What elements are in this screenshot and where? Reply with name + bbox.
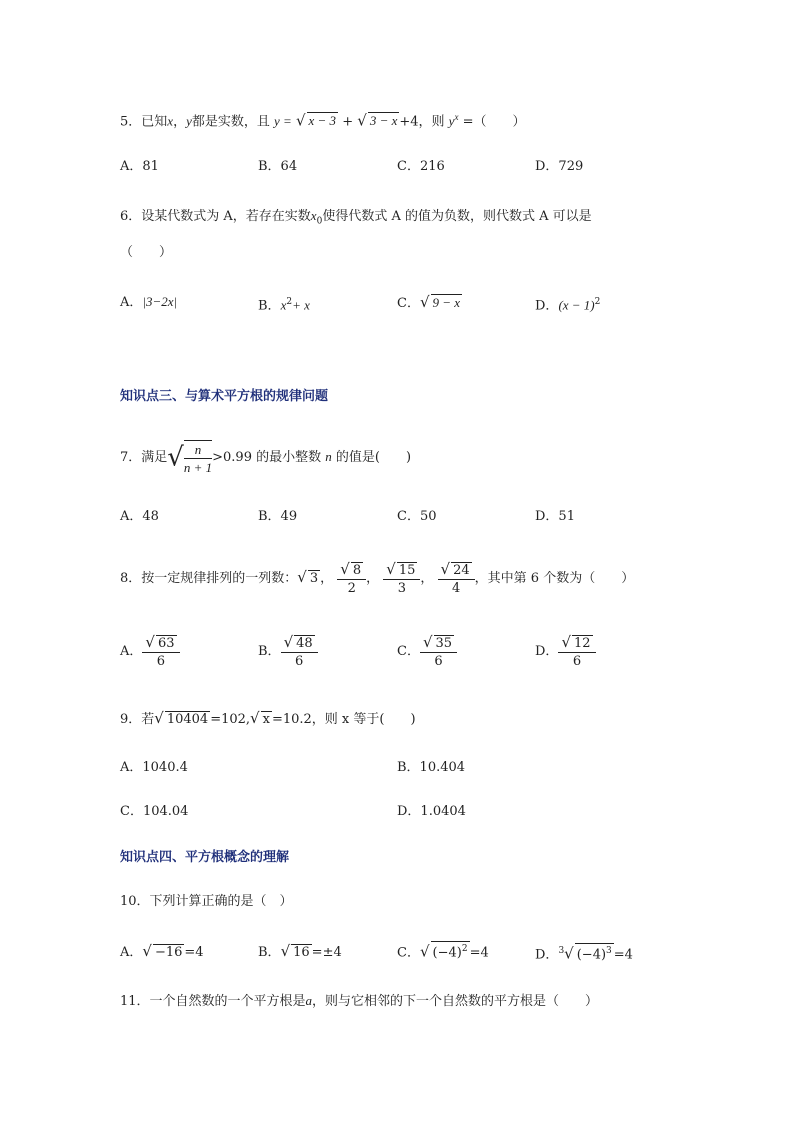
q6-option-b — [258, 292, 310, 316]
sqrt-icon: √ — [142, 942, 152, 960]
q8-term-2-num: 8 — [352, 562, 362, 578]
q6-option-a — [120, 292, 177, 313]
sqrt-icon: √ — [440, 559, 451, 578]
q6-option-d — [535, 292, 600, 316]
q8-opt-a-den: 6 — [156, 653, 166, 669]
q5-option-a: A．81 — [120, 159, 159, 174]
q10-opt-c-label: C． — [397, 945, 420, 961]
q9-option-c: C．104.04 — [120, 804, 189, 819]
q8-prefix: 8．按一定规律排列的一列数： — [120, 571, 298, 586]
q10-option-b — [258, 941, 342, 963]
q8-opt-d-num: 12 — [574, 635, 591, 651]
q5-radicand-1: x − 3 — [308, 113, 337, 129]
sqrt-icon: √ — [280, 942, 291, 960]
q8-option-a — [120, 632, 180, 672]
q8-opt-b-num: 48 — [296, 635, 313, 651]
q8-term-3 — [383, 561, 420, 597]
q10-opt-d-index: 3 — [558, 946, 565, 956]
q6-option-c — [397, 292, 462, 314]
q5-var-x: x — [167, 113, 174, 129]
q8-term-4-den: 4 — [451, 580, 461, 596]
q8-term-3-den: 3 — [397, 580, 406, 596]
q10-opt-b-radicand: 16 — [293, 945, 310, 960]
q10-opt-d-radicand: (−4) — [576, 947, 607, 963]
sqrt-icon: √ — [283, 632, 294, 651]
q6-opt-b-tail: + x — [292, 297, 310, 313]
q10-opt-d-label: D． — [535, 947, 559, 963]
q10-opt-d-tail: =4 — [613, 947, 633, 963]
q10-opt-c-tail: =4 — [469, 945, 489, 961]
q5-var-y: y — [186, 113, 192, 129]
q8-opt-a-num: 63 — [157, 635, 175, 651]
q7-numerator: n — [184, 441, 212, 459]
q10-option-d — [535, 941, 633, 965]
q7-denominator: n + 1 — [183, 459, 213, 475]
q7-option-a: A．48 — [120, 509, 159, 524]
sqrt-icon: √ — [145, 632, 155, 651]
question-10: 10．下列计算正确的是（ ） — [120, 894, 293, 909]
sqrt-icon: √ — [386, 559, 396, 578]
q6-opt-b-exp: 2 — [286, 297, 293, 307]
q9-mid: =102, — [210, 712, 251, 727]
q8-opt-c-den: 6 — [434, 653, 443, 669]
q8-term-3-num: 15 — [398, 562, 416, 578]
question-11 — [120, 991, 598, 1012]
q5-sep: ， — [173, 114, 187, 130]
q8-option-b — [258, 632, 318, 672]
q7-option-b: B．49 — [258, 509, 298, 524]
q10-opt-a-radicand: −16 — [154, 945, 183, 960]
q8-opt-c-label: C． — [397, 644, 420, 659]
q10-opt-b-label: B． — [258, 945, 281, 960]
q10-opt-a-tail: =4 — [184, 945, 204, 960]
q8-term-2 — [337, 561, 366, 597]
sqrt-icon: √ — [561, 632, 571, 651]
q8-term-4-num: 24 — [453, 562, 470, 578]
q7-prefix: 7．满足 — [120, 450, 168, 465]
question-6 — [120, 206, 592, 232]
sqrt-icon: √ — [422, 632, 433, 651]
question-9 — [120, 708, 416, 730]
q6-opt-d-expr: (x − 1) — [558, 297, 595, 313]
q8-opt-d-den: 6 — [572, 653, 582, 669]
q8-end: ，其中第 6 个数为（ ） — [474, 571, 635, 586]
q9-radicand-1: 10404 — [166, 712, 209, 727]
q6-opt-b-base: x — [280, 297, 287, 313]
sqrt-icon: √ — [295, 111, 306, 130]
q5-option-b: B．64 — [258, 159, 298, 174]
q5-yx-exp: x — [454, 112, 459, 122]
q7-n: n — [325, 449, 332, 464]
q9-option-b: B．10.404 — [397, 760, 466, 775]
q7-mid: >0.99 的最小整数 — [212, 450, 322, 465]
q10-option-a — [120, 941, 204, 963]
q11-end: ，则与它相邻的下一个自然数的平方根是（ ） — [312, 994, 599, 1009]
q6-opt-d-exp: 2 — [594, 297, 601, 307]
q6-x0-sub: 0 — [316, 216, 323, 227]
q8-opt-b-label: B． — [258, 644, 281, 659]
q8-opt-d-label: D． — [535, 644, 559, 659]
q7-option-c: C．50 — [397, 509, 437, 524]
question-5 — [120, 107, 526, 132]
q8-term-2-den: 2 — [347, 580, 356, 596]
q6-opt-b-label: B． — [258, 298, 281, 314]
q6-text-b: 使得代数式 A 的值为负数，则代数式 A 可以是 — [322, 209, 592, 224]
section-heading-3: 知识点三、与算术平方根的规律问题 — [120, 389, 329, 404]
cube-root-icon: √ — [564, 944, 574, 963]
sqrt-icon: √ — [340, 559, 350, 578]
q10-opt-b-tail: =±4 — [311, 945, 342, 960]
q6-opt-c-radicand: 9 − x — [432, 295, 461, 310]
sqrt-icon: √ — [357, 111, 367, 130]
q8-option-c — [397, 632, 457, 672]
q5-option-d: D．729 — [535, 159, 584, 174]
q11-text: 11．一个自然数的一个平方根是 — [120, 994, 306, 1009]
q10-option-c — [397, 941, 489, 963]
q5-text: 都是实数，且 — [191, 114, 270, 130]
sqrt-icon: √ — [297, 568, 307, 586]
q5-eq-lhs: y = — [274, 113, 292, 129]
sqrt-icon: √ — [419, 942, 430, 961]
question-7 — [120, 437, 411, 478]
q8-opt-c-num: 35 — [435, 635, 453, 651]
sqrt-icon: √ — [419, 293, 430, 311]
q8-option-d — [535, 632, 596, 672]
q9-end: =10.2，则 x 等于( ) — [271, 712, 416, 727]
q5-tail: +4，则 — [399, 114, 445, 130]
q8-comma: ， — [320, 571, 334, 586]
q6-opt-a-label: A． — [120, 295, 143, 310]
q10-opt-d-exp: 3 — [606, 946, 612, 956]
q10-opt-c-exp: 2 — [461, 944, 468, 954]
q8-opt-b-den: 6 — [294, 653, 304, 669]
q5-end: =（ ） — [462, 114, 526, 130]
q5-prefix: 5．已知 — [120, 114, 168, 130]
q9-option-a: A．1040.4 — [120, 760, 188, 775]
q8-term-4 — [438, 561, 475, 597]
q6-x0: x — [310, 208, 317, 223]
q9-option-d: D．1.0404 — [397, 804, 466, 819]
q11-var: a — [305, 993, 313, 1008]
sqrt-icon: √ — [167, 442, 184, 473]
q8-comma: ， — [366, 571, 380, 586]
q7-fraction — [184, 440, 212, 476]
q7-option-d: D．51 — [535, 509, 575, 524]
q10-opt-a-label: A． — [120, 945, 143, 960]
question-8 — [120, 557, 634, 599]
q10-opt-c-radicand: (−4) — [432, 945, 462, 961]
sqrt-icon: √ — [250, 709, 260, 727]
q6-opt-a-expr: |3−2x| — [142, 294, 178, 309]
q6-opt-d-label: D． — [535, 298, 559, 314]
q6-opt-c-label: C． — [397, 296, 420, 311]
q9-radicand-2: x — [262, 712, 270, 727]
q8-term-1: 3 — [309, 571, 319, 586]
q5-radicand-2: 3 − x — [369, 113, 398, 129]
q6-paren: （ ） — [120, 245, 173, 260]
q8-comma: ， — [420, 571, 434, 586]
q5-plus: + — [342, 114, 354, 130]
q8-opt-a-label: A． — [120, 644, 143, 659]
q5-yx-base: y — [448, 113, 455, 129]
q9-prefix: 9．若 — [120, 712, 155, 727]
q5-option-c: C．216 — [397, 159, 445, 174]
section-heading-4: 知识点四、平方根概念的理解 — [120, 850, 290, 865]
q6-text-a: 6．设某代数式为 A，若存在实数 — [120, 209, 311, 224]
q7-end: 的值是( ) — [335, 450, 412, 465]
sqrt-icon: √ — [154, 709, 164, 727]
